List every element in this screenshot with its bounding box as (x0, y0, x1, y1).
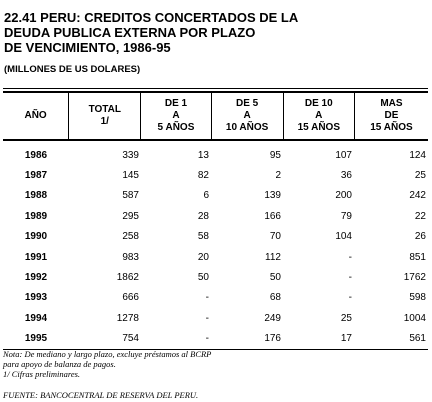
cell-1-5: - (205, 312, 209, 324)
year-cell: 1987 (24, 170, 48, 182)
cell-over-15: 25 (414, 170, 426, 182)
table-row (3, 267, 428, 287)
title-line: 22.41 PERU: CREDITOS CONCERTADOS DE LA (4, 10, 299, 25)
table-header (3, 93, 428, 141)
data-table (3, 88, 428, 350)
cell-over-15: 851 (409, 251, 426, 263)
total-cell: 258 (122, 231, 139, 243)
header-label: A (315, 110, 323, 121)
source-note: FUENTE: BANCOCENTRAL DE RESERVA DEL PERU. (3, 390, 199, 400)
year-cell: 1993 (24, 292, 48, 304)
cell-5-10: 249 (264, 312, 281, 324)
year-cell: 1995 (24, 333, 48, 345)
cell-over-15: 1004 (403, 312, 426, 324)
header-5-10 (211, 93, 283, 139)
total-cell: 587 (122, 190, 139, 202)
cell-10-15: - (348, 272, 352, 284)
total-cell: 339 (122, 149, 139, 161)
table-row (3, 165, 428, 185)
table-subtitle: (MILLONES DE US DOLARES) (4, 64, 141, 75)
cell-over-15: 124 (409, 149, 426, 161)
cell-5-10: 139 (264, 190, 281, 202)
title-line: DEUDA PUBLICA EXTERNA POR PLAZO (4, 25, 256, 40)
header-over-15 (354, 93, 428, 139)
cell-1-5: - (205, 292, 209, 304)
cell-1-5: 28 (197, 210, 209, 222)
header-label: A (243, 110, 251, 121)
table-row (3, 186, 428, 206)
header-label: 15 AÑOS (297, 122, 340, 133)
total-cell: 145 (122, 170, 139, 182)
header-10-15 (283, 93, 354, 139)
cell-10-15: 200 (335, 190, 352, 202)
cell-10-15: 36 (340, 170, 352, 182)
year-cell: 1988 (24, 190, 48, 202)
year-cell: 1994 (24, 312, 48, 324)
table-row (3, 329, 428, 350)
note-line: Nota: De mediano y largo plazo, excluye préstamos al BCRP (3, 349, 212, 359)
total-cell: 1278 (116, 312, 139, 324)
header-label: MAS (380, 98, 403, 109)
table-row (3, 288, 428, 308)
header-label: DE 10 (304, 98, 333, 109)
header-label: 15 AÑOS (370, 122, 413, 133)
note-line: 1/ Cifras preliminares. (3, 369, 81, 380)
cell-1-5: 20 (197, 251, 209, 263)
cell-over-15: 22 (414, 210, 426, 222)
year-cell: 1986 (24, 149, 48, 161)
header-1-5 (140, 93, 210, 139)
header-total (68, 93, 140, 139)
cell-over-15: 1762 (403, 272, 426, 284)
cell-10-15: 25 (340, 312, 352, 324)
cell-over-15: 598 (409, 292, 426, 304)
year-cell: 1989 (24, 210, 48, 222)
title-line: DE VENCIMIENTO, 1986-95 (4, 40, 171, 55)
total-cell: 666 (122, 292, 139, 304)
cell-1-5: 50 (197, 272, 209, 284)
header-label: A (172, 110, 180, 121)
cell-10-15: - (348, 292, 352, 304)
cell-5-10: 50 (269, 272, 281, 284)
cell-5-10: 166 (264, 210, 281, 222)
cell-1-5: - (205, 333, 209, 345)
header-label: 1/ (100, 116, 109, 127)
cell-5-10: 95 (269, 149, 281, 161)
table-row (3, 227, 428, 247)
cell-10-15: 17 (340, 333, 352, 345)
cell-1-5: 58 (197, 231, 209, 243)
header-label: DE 5 (236, 98, 259, 109)
cell-1-5: 6 (203, 190, 209, 202)
header-label: DE (384, 110, 399, 121)
cell-10-15: - (348, 251, 352, 263)
table-row (3, 308, 428, 328)
table-row (3, 206, 428, 226)
header-label: TOTAL (88, 104, 121, 115)
cell-5-10: 112 (265, 251, 281, 263)
cell-over-15: 242 (409, 190, 426, 202)
cell-over-15: 561 (409, 333, 426, 345)
table-notes (3, 349, 211, 380)
total-cell: 983 (122, 251, 139, 263)
year-cell: 1992 (24, 272, 48, 284)
total-cell: 1862 (116, 272, 139, 284)
cell-5-10: 2 (275, 170, 281, 182)
header-label: AÑO (24, 110, 47, 121)
cell-10-15: 104 (335, 231, 352, 243)
header-label: DE 1 (164, 98, 188, 109)
table-row (3, 145, 428, 165)
year-cell: 1991 (24, 251, 48, 263)
total-cell: 754 (122, 333, 139, 345)
cell-1-5: 82 (197, 170, 209, 182)
header-label: 5 AÑOS (157, 122, 195, 133)
header-year (3, 93, 68, 139)
header-label: 10 AÑOS (225, 122, 269, 133)
year-cell: 1990 (24, 231, 48, 243)
cell-5-10: 176 (264, 333, 281, 345)
cell-1-5: 13 (197, 149, 209, 161)
table-row (3, 247, 428, 267)
cell-10-15: 107 (335, 149, 352, 161)
cell-10-15: 79 (340, 210, 352, 222)
cell-5-10: 70 (269, 231, 281, 243)
note-line: para apoyo de balanza de pagos. (3, 359, 116, 370)
table-body (3, 145, 428, 350)
cell-5-10: 68 (269, 292, 281, 304)
table-title (4, 10, 424, 55)
total-cell: 295 (122, 210, 139, 222)
cell-over-15: 26 (414, 231, 426, 243)
